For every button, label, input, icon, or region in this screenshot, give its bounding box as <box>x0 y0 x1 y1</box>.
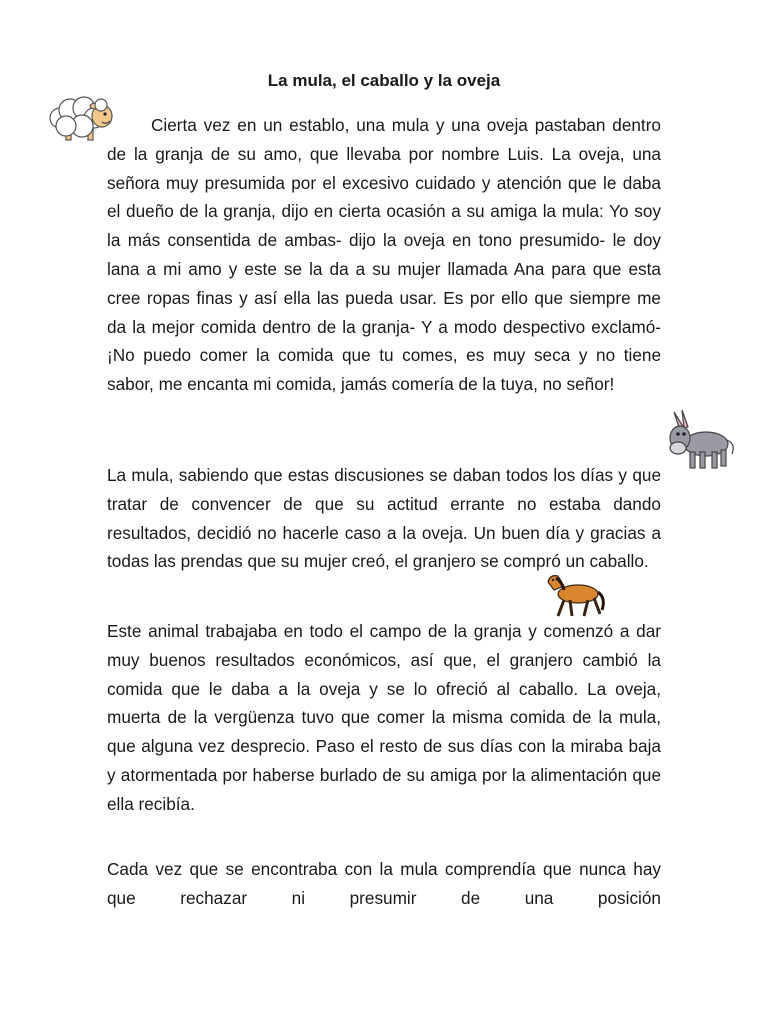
paragraph-2: La mula, sabiendo que estas discusiones se daban todos los días y que tratar de convencer de que su actitud errante no estaba dando resultados, decidió no hacerle caso a la oveja. Un buen día y gracias a todas las prendas que su mujer creó, el granjero se compró un caballo. <box>107 465 661 572</box>
donkey-icon <box>664 408 738 472</box>
paragraph-3: Este animal trabajaba en todo el campo de la granja y comenzó a dar muy buenos resultados económicos, así que, el granjero cambió la comida que le daba a la oveja y se lo ofreció al caballo. La oveja, muerta de la vergüenza tuvo que comer la misma comida de la mula, que alguna vez desprecio. Paso el resto de sus días con la miraba baja y atormentada por haberse burlado de su amiga por la alimentación que ella recibía. <box>107 621 661 814</box>
paragraph-1: Cierta vez en un establo, una mula y una oveja pastaban dentro de la granja de su amo, que llevaba por nombre Luis. La oveja, una señora muy presumida por el excesivo cuidado y atención que le daba el dueño de la granja, dijo en cierta ocasión a su amiga la mula: Yo soy la más consentida de ambas- dijo la oveja en tono presumido- le doy lana a mi amo y este se la da a su mujer llamada Ana para que esta cree ropas finas y así ella las pueda usar. Es por ello que siempre me da la mejor comida dentro de la granja- Y a modo despectivo exclamó- ¡No puedo comer la comida que tu comes, es muy seca y no tiene sabor, me encanta mi comida, jamás comería de la tuya, no señor! <box>107 115 661 395</box>
page-title: La mula, el caballo y la oveja <box>267 71 501 90</box>
paragraph-4: Cada vez que se encontraba con la mula comprendía que nunca hay que rechazar ni presumir de una posición <box>107 859 661 908</box>
horse-icon <box>542 572 608 618</box>
